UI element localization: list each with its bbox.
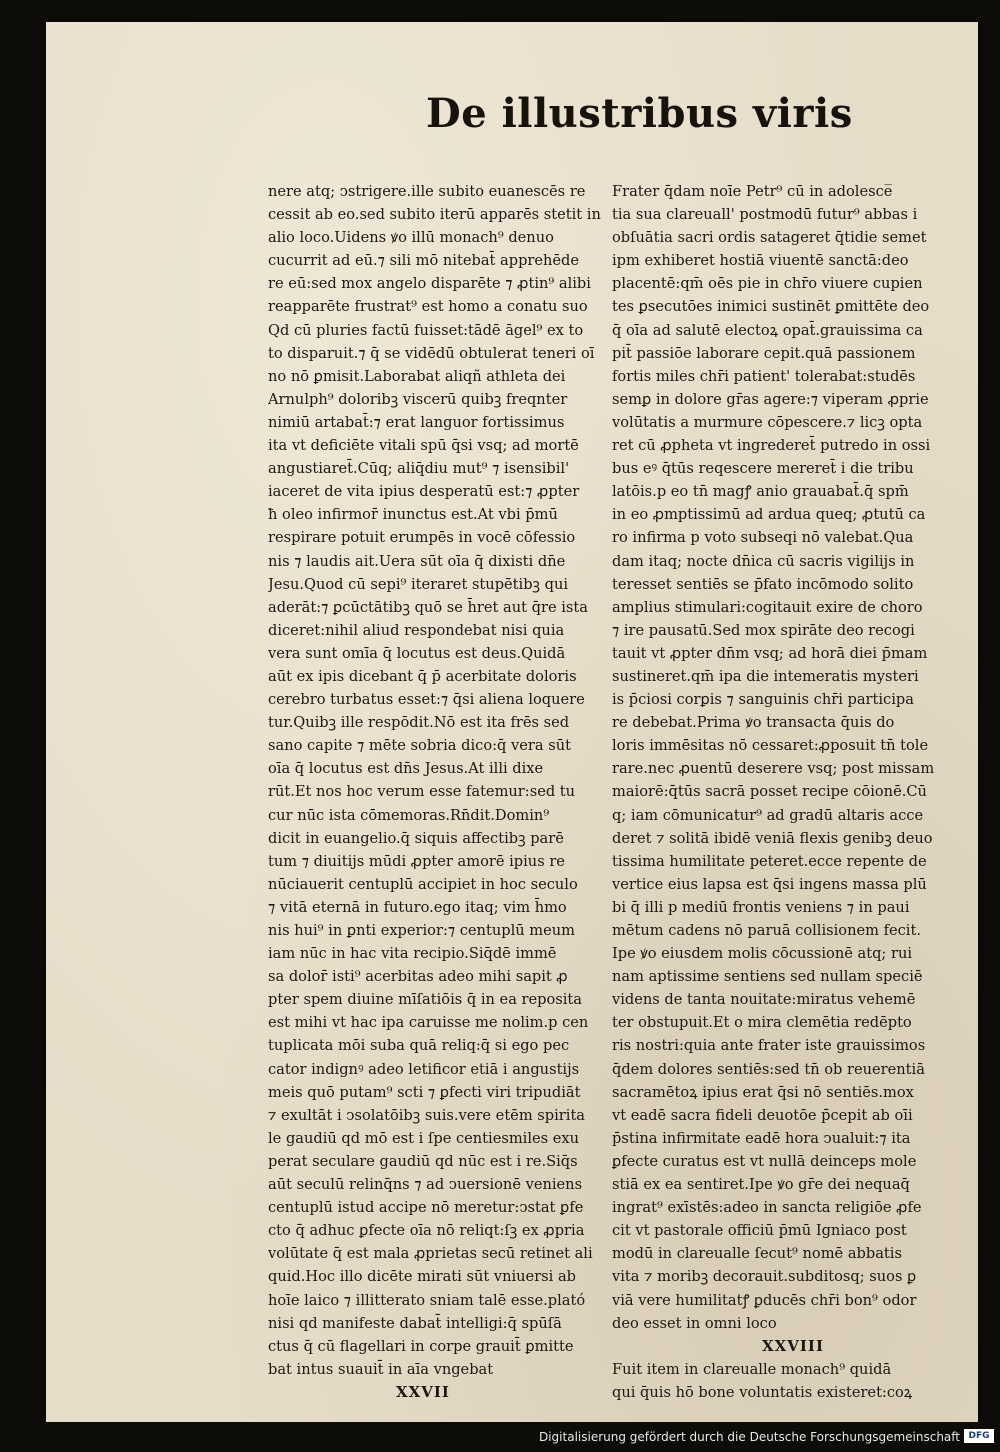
text-line: quid.Hoc illo dicēte mirati sūt vniuersi ab — [268, 1268, 577, 1286]
text-line: volūtate q̄ est mala ꝓprietas secū retinet ali — [268, 1245, 593, 1263]
text-line: iaceret de vita ipius desperatū est:⁊ ꝓpter — [268, 483, 580, 501]
text-line: respirare potuit erumpēs in vocē cōfessio — [268, 529, 576, 547]
text-line: vertice eius lapsa est q̄si ingens massa plū — [612, 875, 927, 893]
footer-bar — [0, 1422, 1000, 1452]
text-line: qui q̄uis hō bone voluntatis existeret:coꝝ — [612, 1383, 913, 1401]
text-line: bat intus suauit̄ in aīa vngebat — [268, 1360, 494, 1378]
text-line: aūt ex ipis dicebant q̄ p̄ acerbitate doloris — [268, 667, 577, 685]
text-line: rūt.Et nos hoc verum esse fatemur:sed tu — [268, 783, 576, 801]
text-line: cucurrit ad eū.⁊ sili mō nitebat̄ apprehēde — [268, 252, 580, 270]
text-line: viā vere humilitatꝭ ꝑducēs chr̄i bon⁹ odor — [612, 1291, 917, 1309]
text-line: aūt seculū relinq̄ns ⁊ ad ↄuersionē veniens — [268, 1176, 583, 1194]
text-line: perat seculare gaudiū qd nūc est i re.Siq̄s — [268, 1152, 578, 1170]
text-line: le gaudiū qd mō est i ſpe centiesmiles exu — [268, 1129, 580, 1147]
text-line: is p̄ciosi corꝑis ⁊ sanguinis chr̄i participa — [612, 691, 914, 709]
text-line: dicit in euangelio.q̄ siquis affectibꝫ parē — [268, 829, 564, 847]
text-line: ctus q̄ cū flagellari in corpe grauit̄ ꝑmitte — [268, 1337, 574, 1355]
text-line: nis hui⁹ in ꝑnti experior:⁊ centuplū meum — [268, 922, 575, 939]
text-line: placentē:qm̄ oēs pie in chr̄o viuere cupien — [612, 275, 923, 293]
text-line: no nō ꝑmisit.Laborabat aliqñ athleta dei — [268, 367, 566, 385]
text-line: sacramētoꝝ ipius erat q̄si nō sentiēs.mox — [612, 1083, 914, 1101]
chapter-number: XXVIII — [762, 1336, 824, 1355]
running-head: De illustribus viris — [426, 90, 853, 137]
text-line: semꝑ in dolore gr̄as agere:⁊ viperam ꝓprie — [612, 390, 929, 408]
text-line: centuplū istud accipe nō meretur:ↄstat ꝑfe — [268, 1199, 584, 1217]
book-page — [46, 22, 978, 1422]
text-line: sustineret.qm̄ ipa die intemeratis mysteri — [612, 667, 919, 685]
text-line: tes ꝑsecutōes inimici sustinēt ꝑmittēte deo — [612, 298, 930, 316]
text-line: videns de tanta nouitate:miratus vehemē — [612, 991, 916, 1009]
text-line: q̄ oīa ad salutē electoꝝ opat̄.grauissima ca — [612, 321, 923, 339]
text-line: oīa q̄ locutus est dn̄s Jesus.At illi dixe — [268, 760, 544, 778]
text-line: ipm exhiberet hostiā viuentē sanctā:deo — [612, 252, 909, 270]
text-line: alio loco.Uidens ꝟo illū monach⁹ denuo — [268, 229, 554, 247]
text-line: vera sunt omīa q̄ locutus est deus.Quidā — [268, 644, 566, 662]
text-line: Jesu.Quod cū sepi⁹ iteraret stupētibꝫ qui — [268, 575, 569, 593]
text-line: teresset sentiēs se p̄fato incōmodo solito — [612, 575, 914, 593]
text-line: aderāt:⁊ ꝑcūctātibꝫ quō se h̄ret aut q̄re ista — [268, 598, 588, 616]
text-line: tur.Quibꝫ ille respōdit.Nō est ita frēs sed — [268, 714, 570, 732]
text-line: bi q̄ illi p mediū frontis veniens ⁊ in paui — [612, 898, 910, 916]
text-line: ita vt deficiēte vitali spū q̄si vsq; ad mortē — [268, 437, 579, 455]
text-line: to disparuit.⁊ q̄ se vidēdū obtulerat teneri oī — [268, 344, 595, 362]
text-line: mētum cadens nō paruā collisionem fecit. — [612, 922, 921, 939]
text-line: ter obstupuit.Et o mira clemētia redēpto — [612, 1014, 912, 1032]
text-line: pter spem diuine mīſatiōis q̄ in ea reposita — [268, 991, 583, 1009]
text-line: tum ⁊ diuitijs mūdi ꝓpter amorē ipius re — [268, 852, 565, 870]
text-line: volūtatis a murmure cōpescere.⁊ licꝫ opta — [612, 413, 923, 431]
text-line: cur nūc ista cōmemoras.Rn̄dit.Domin⁹ — [268, 806, 550, 824]
text-line: deo esset in omni loco — [612, 1314, 777, 1332]
text-line: cit vt pastorale officiū p̄mū Igniaco post — [612, 1222, 907, 1240]
text-line: re debebat.Prima ꝟo transacta q̄uis do — [612, 714, 895, 732]
text-line: hoīe laico ⁊ illitterato sniam talē esse.plató — [268, 1291, 586, 1309]
text-line: nisi qd manifeste dabat̄ intelligi:q̄ spūſā — [268, 1314, 562, 1332]
text-line: loris immēsitas nō cessaret:ꝓposuit tn̄ tole — [612, 737, 929, 755]
text-line: deret ⁊ solitā ibidē veniā flexis genibꝫ deuo — [612, 829, 933, 847]
footer-credit: Digitalisierung gefördert durch die Deutsche Forschungsgemeinschaft — [538, 1430, 960, 1444]
text-line: vt eadē sacra fideli deuotōe p̄cepit ab oīi — [612, 1106, 913, 1124]
text-line: cator indignꝰ adeo letificor etiā i angustijs — [268, 1060, 580, 1078]
text-line: cessit ab eo.sed subito iterū apparēs stetit in — [268, 206, 601, 224]
text-line: rare.nec ꝓuentū deserere vsq; post missam — [612, 760, 935, 778]
text-line: p̄stina infirmitate eadē hora ↄualuit:⁊ ita — [612, 1129, 911, 1147]
text-line: Ipe ꝟo eiusdem molis cōcussionē atq; rui — [612, 945, 913, 963]
text-line: ris nostri:quia ante frater iste grauissimos — [612, 1037, 926, 1055]
text-line: ⁊ vitā eternā in futuro.ego itaq; vim h̄mo — [268, 898, 567, 916]
text-line: cerebro turbatus esset:⁊ q̄si aliena loquere — [268, 691, 585, 709]
text-line: Fuit item in clareualle monach⁹ quidā — [612, 1360, 892, 1378]
text-line: latōis.p eo tn̄ magꝭ anio grauabat̄.q̄ spm̄ — [612, 483, 909, 501]
text-line: ꝑfecte curatus est vt nullā deinceps mole — [612, 1152, 917, 1170]
text-line: diceret:nihil aliud respondebat nisi quia — [268, 621, 565, 639]
text-line: nimiū artabat̄:⁊ erat languor fortissimus — [268, 413, 565, 431]
text-line: pit̄ passiōe laborare cepit.quā passionem — [612, 344, 916, 362]
text-line: Qd cū pluries factū fuisset:tādē āgel⁹ ex to — [268, 321, 584, 339]
text-line: dam itaq; nocte dn̄ica cū sacris vigilijs in — [612, 552, 915, 570]
text-line: tuplicata mōi suba quā reliq:q̄ si ego pec — [268, 1037, 570, 1055]
text-line: nūciauerit centuplū accipiet in hoc seculo — [268, 875, 578, 893]
text-line: cto q̄ adhuc ꝑfecte oīa nō reliqt:ſꝫ ex ꝓpria — [268, 1222, 585, 1240]
right-column — [612, 180, 982, 1404]
text-line: q̄dem dolores sentiēs:sed tn̄ ob reuerentiā — [612, 1060, 925, 1078]
text-line: reapparēte frustrat⁹ est homo a conatu suo — [268, 298, 588, 316]
text-line: tissima humilitate peteret.ecce repente de — [612, 852, 927, 870]
text-line: meis quō putam⁹ scti ⁊ ꝑfecti viri tripudiāt — [268, 1083, 581, 1101]
text-line: tauit vt ꝓpter dn̄m vsq; ad horā diei p̄mam — [612, 644, 928, 662]
text-line: Arnulph⁹ doloribꝫ viscerū quibꝫ freqnter — [268, 390, 568, 408]
text-line: obſuātia sacri ordis satageret q̄tidie semet — [612, 229, 927, 247]
text-line: angustiaret̄.Cūq; aliq̄diu mut⁹ ⁊ isensibil' — [268, 460, 570, 478]
text-line: bus eꝰ q̄tūs reqescere mereret̄ i die tribu — [612, 460, 914, 478]
text-line: iam nūc in hac vita recipio.Siq̄dē immē — [268, 945, 557, 963]
text-line: fortis miles chr̄i patient' tolerabat:studēs — [612, 367, 916, 385]
text-line: est mihi vt hac ipa caruisse me nolim.p cen — [268, 1014, 589, 1032]
chapter-number: XXVII — [396, 1382, 450, 1401]
text-line: ⁊ exultāt i ↄsolatōibꝫ suis.vere etēm spirita — [268, 1106, 586, 1124]
text-line: stiā ex ea sentiret.Ipe ꝟo gr̄e dei nequaq̄ — [612, 1176, 910, 1194]
text-line: ⁊ ire pausatū.Sed mox spirāte deo recogi — [612, 621, 915, 639]
text-line: re eū:sed mox angelo disparēte ⁊ ꝓtin⁹ alibi — [268, 275, 591, 293]
text-line: sano capite ⁊ mēte sobria dico:q̄ vera sūt — [268, 737, 571, 755]
text-line: in eo ꝓmptissimū ad ardua queq; ꝓtutū ca — [612, 506, 926, 524]
text-line: maiorē:q̄tūs sacrā posset recipe cōionē.Cū — [612, 783, 927, 801]
text-line: ħ oleo infirmor̄ inunctus est.At vbi p̄mū — [268, 506, 558, 524]
text-line: ret cū ꝓpheta vt ingrederet̄ putredo in ossi — [612, 437, 931, 455]
text-line: vita ⁊ moribꝫ decorauit.subditosq; suos ꝑ — [612, 1268, 917, 1286]
left-column — [268, 180, 624, 1404]
text-line: modū in clareualle ſecut⁹ nomē abbatis — [612, 1245, 902, 1263]
text-line: q; iam cōmunicatur⁹ ad gradū altaris acce — [612, 806, 924, 824]
text-line: amplius stimulari:cogitauit exire de choro — [612, 598, 923, 616]
text-line: tia sua clareuall' postmodū futur⁹ abbas i — [612, 206, 918, 224]
text-line: nis ⁊ laudis ait.Uera sūt oīa q̄ dixisti dn̄e — [268, 552, 566, 570]
text-line: nam aptissime sentiens sed nullam speciē — [612, 968, 923, 986]
text-line: Frater q̄dam noīe Petr⁹ cū in adolesce̅ — [612, 183, 893, 200]
dfg-logo: DFG — [964, 1429, 994, 1443]
text-line: ro infirma p voto subseqi nō valebat.Qua — [612, 529, 914, 547]
text-line: ingrat⁹ exīstēs:adeo in sancta religiōe ꝓfe — [612, 1199, 922, 1217]
text-line: nere atq; ↄstrigere.ille subito euanescēs re — [268, 183, 586, 200]
text-line: sa dolor̄ isti⁹ acerbitas adeo mihi sapit ꝓ — [268, 968, 568, 986]
